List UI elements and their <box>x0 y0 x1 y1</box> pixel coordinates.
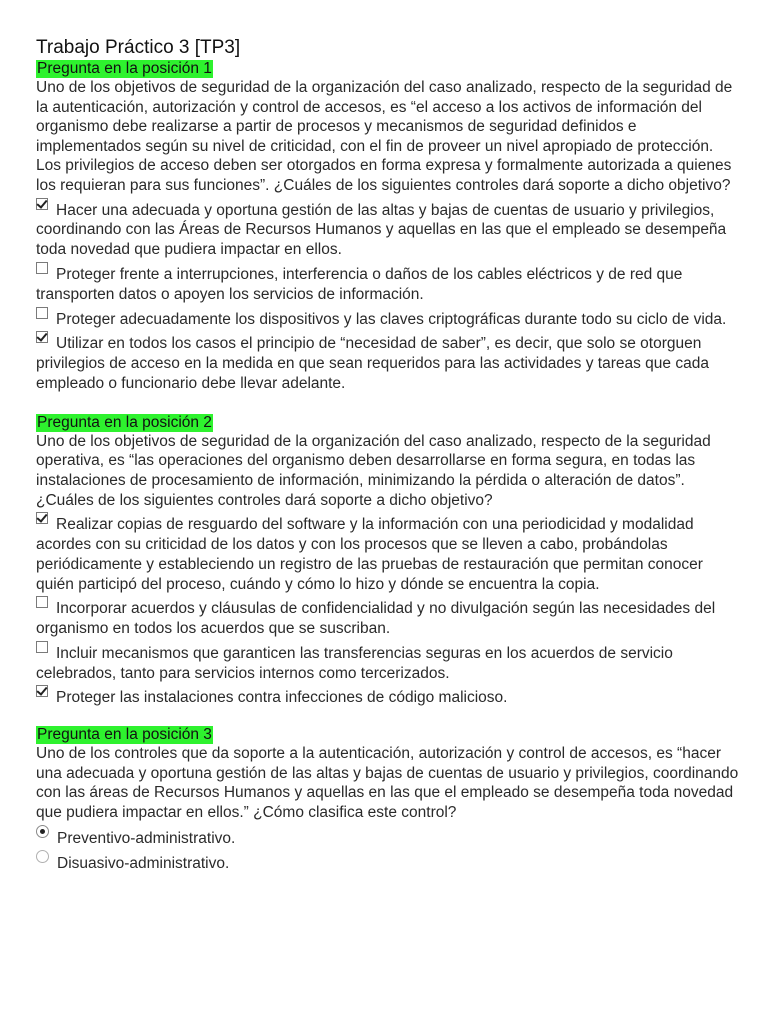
question-2-text: Uno de los objetivos de seguridad de la organización del caso analizado, respecto de la seguridad operativa, es “las operaciones del organismo deben desarrollarse en forma segura, en todas las instalaciones de procesamiento de información, minimizando la pérdida o alteración de datos”. ¿Cuáles de los siguientes controles dará soporte a dicho objetivo? <box>36 432 711 509</box>
option-label: Hacer una adecuada y oportuna gestión de las altas y bajas de cuentas de usuario y privilegios, coordinando con las Áreas de Recursos Humanos y aquellas en las que el empleado se desempeña toda novedad que pudiera impactar en ellos. <box>36 201 727 259</box>
document-title: Trabajo Práctico 3 [TP3] <box>36 37 241 58</box>
question-2-options <box>36 512 741 708</box>
question-1 <box>36 60 741 394</box>
question-3-option-1[interactable] <box>36 825 741 849</box>
question-1-option-1[interactable] <box>36 198 741 260</box>
checkbox-checked-icon[interactable] <box>36 331 48 343</box>
question-1-options <box>36 198 741 394</box>
question-1-option-4[interactable] <box>36 331 741 393</box>
radio-selected-icon[interactable] <box>36 825 49 838</box>
question-3 <box>36 726 741 874</box>
checkbox-unchecked-icon[interactable] <box>36 262 48 274</box>
question-1-text: Uno de los objetivos de seguridad de la organización del caso analizado, respecto de la seguridad de la autenticación, autorización y control de accesos, es “el acceso a los activos de información del organismo debe realizarse a partir de procesos y mecanismos de seguridad definidos e implementados según su nivel de criticidad, con el fin de proveer un nivel apropiado de protección. Los privilegios de acceso deben ser otorgados en forma expresa y formalmente autorizada a quienes los requieran para sus funciones”. ¿Cuáles de los siguientes controles dará soporte a dicho objetivo? <box>36 79 733 194</box>
option-label: Realizar copias de resguardo del software y la información con una periodicidad y modalidad acordes con su criticidad de los datos y con los procesos que se lleven a cabo, probándolas periódicamente y estableciendo un registro de las pruebas de restauración que permitan conocer quién participó del proceso, cuándo y cómo lo hizo y dónde se encuentra la copia. <box>36 516 703 593</box>
question-1-option-3[interactable] <box>36 307 741 330</box>
question-3-heading: Pregunta en la posición 3 <box>37 726 212 744</box>
question-1-heading: Pregunta en la posición 1 <box>37 60 212 77</box>
question-1-option-2[interactable] <box>36 262 741 305</box>
checkbox-unchecked-icon[interactable] <box>36 307 48 319</box>
question-3-option-2[interactable] <box>36 850 741 874</box>
checkbox-checked-icon[interactable] <box>36 685 48 697</box>
checkbox-unchecked-icon[interactable] <box>36 596 48 608</box>
option-label: Disuasivo-administrativo. <box>57 855 230 873</box>
checkbox-checked-icon[interactable] <box>36 198 48 210</box>
option-label: Proteger adecuadamente los dispositivos y las claves criptográficas durante todo su ciclo de vida. <box>56 310 727 328</box>
option-label: Utilizar en todos los casos el principio de “necesidad de saber”, es decir, que solo se otorguen privilegios de acceso en la medida en que sean requeridos para las actividades y tareas que cada empleado o funcionario debe llevar adelante. <box>36 335 709 392</box>
option-label: Preventivo-administrativo. <box>57 829 236 847</box>
spacer <box>36 396 741 414</box>
question-2-heading: Pregunta en la posición 2 <box>37 413 212 431</box>
question-2-option-1[interactable] <box>36 512 741 594</box>
spacer <box>36 710 741 726</box>
question-3-text: Uno de los controles que da soporte a la autenticación, autorización y control de accesos, es “hacer una adecuada y oportuna gestión de las altas y bajas de cuentas de usuario y privilegios, coordinando con las áreas de Recursos Humanos y aquellas en las que el empleado se desempeña toda novedad que pudiera impactar en ellos.” ¿Cómo clasifica este control? <box>36 745 739 822</box>
question-2 <box>36 414 741 709</box>
radio-unselected-icon[interactable] <box>36 850 49 863</box>
option-label: Proteger las instalaciones contra infecciones de código malicioso. <box>56 689 508 707</box>
question-2-option-4[interactable] <box>36 685 741 708</box>
document-page <box>36 36 741 876</box>
question-3-options <box>36 825 741 875</box>
option-label: Incorporar acuerdos y cláusulas de confidencialidad y no divulgación según las necesidades del organismo en todos los acuerdos que se suscriban. <box>36 600 716 638</box>
checkbox-unchecked-icon[interactable] <box>36 641 48 653</box>
option-label: Proteger frente a interrupciones, interferencia o daños de los cables eléctricos y de red que transporten datos o apoyen los servicios de información. <box>36 265 683 303</box>
option-label: Incluir mecanismos que garanticen las transferencias seguras en los acuerdos de servicio celebrados, tanto para servicios internos como tercerizados. <box>36 644 673 682</box>
question-2-option-2[interactable] <box>36 596 741 639</box>
checkbox-checked-icon[interactable] <box>36 512 48 524</box>
question-2-option-3[interactable] <box>36 641 741 684</box>
